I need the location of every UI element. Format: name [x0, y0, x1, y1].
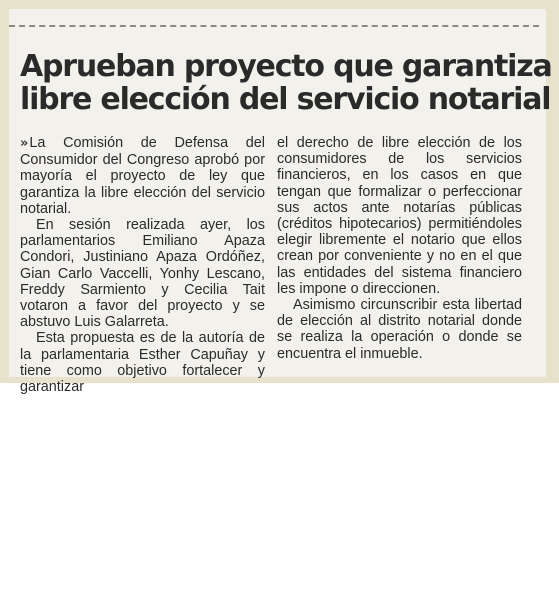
paragraph-3-continued: el derecho de libre elección de los consumidores de los servicios financieros, en los casos en que tengan que formalizar o perfeccionar sus actos ante notarías públicas (créditos hipotecarios) permitiéndoles elegir libremente el notario que ellos crean por conveniente y no en el que las entidades del sistema financiero les impone o direccionen. — [277, 135, 522, 297]
paragraph-3: Esta propuesta es de la autoría de la parlamentaria Esther Capuñay y tiene como objetivo fortalecer y garantizar — [20, 330, 265, 396]
paragraph-marker-icon: » — [20, 136, 27, 151]
article-headline — [20, 49, 552, 117]
headline-line-1: Aprueban proyecto que garantiza — [20, 49, 552, 84]
article-column-right — [277, 135, 522, 362]
paragraph-2: En sesión realizada ayer, los parlamentarios Emiliano Apaza Condori, Justiniano Apaza Ordóñez, Gian Carlo Vaccelli, Yonhy Lescano, Freddy Sarmiento y Cecilia Tait votaron a favor del proyecto y se abstuvo Luis Galarreta. — [20, 217, 265, 331]
paragraph-4: Asimismo circunscribir esta libertad de elección al distrito notarial donde se realiza la operación o donde se encuentra el inmueble. — [277, 297, 522, 362]
clipping-paper — [9, 9, 552, 396]
article-column-left — [20, 135, 265, 395]
top-dashed-rule — [9, 25, 539, 27]
paragraph-1 — [20, 135, 265, 217]
paragraph-1-text: La Comisión de Defensa del Consumidor del Congreso aprobó por mayoría el proyecto de ley que garantiza la libre elección del servicio notarial. — [20, 135, 265, 217]
headline-line-2: libre elección del servicio notarial — [20, 82, 551, 117]
